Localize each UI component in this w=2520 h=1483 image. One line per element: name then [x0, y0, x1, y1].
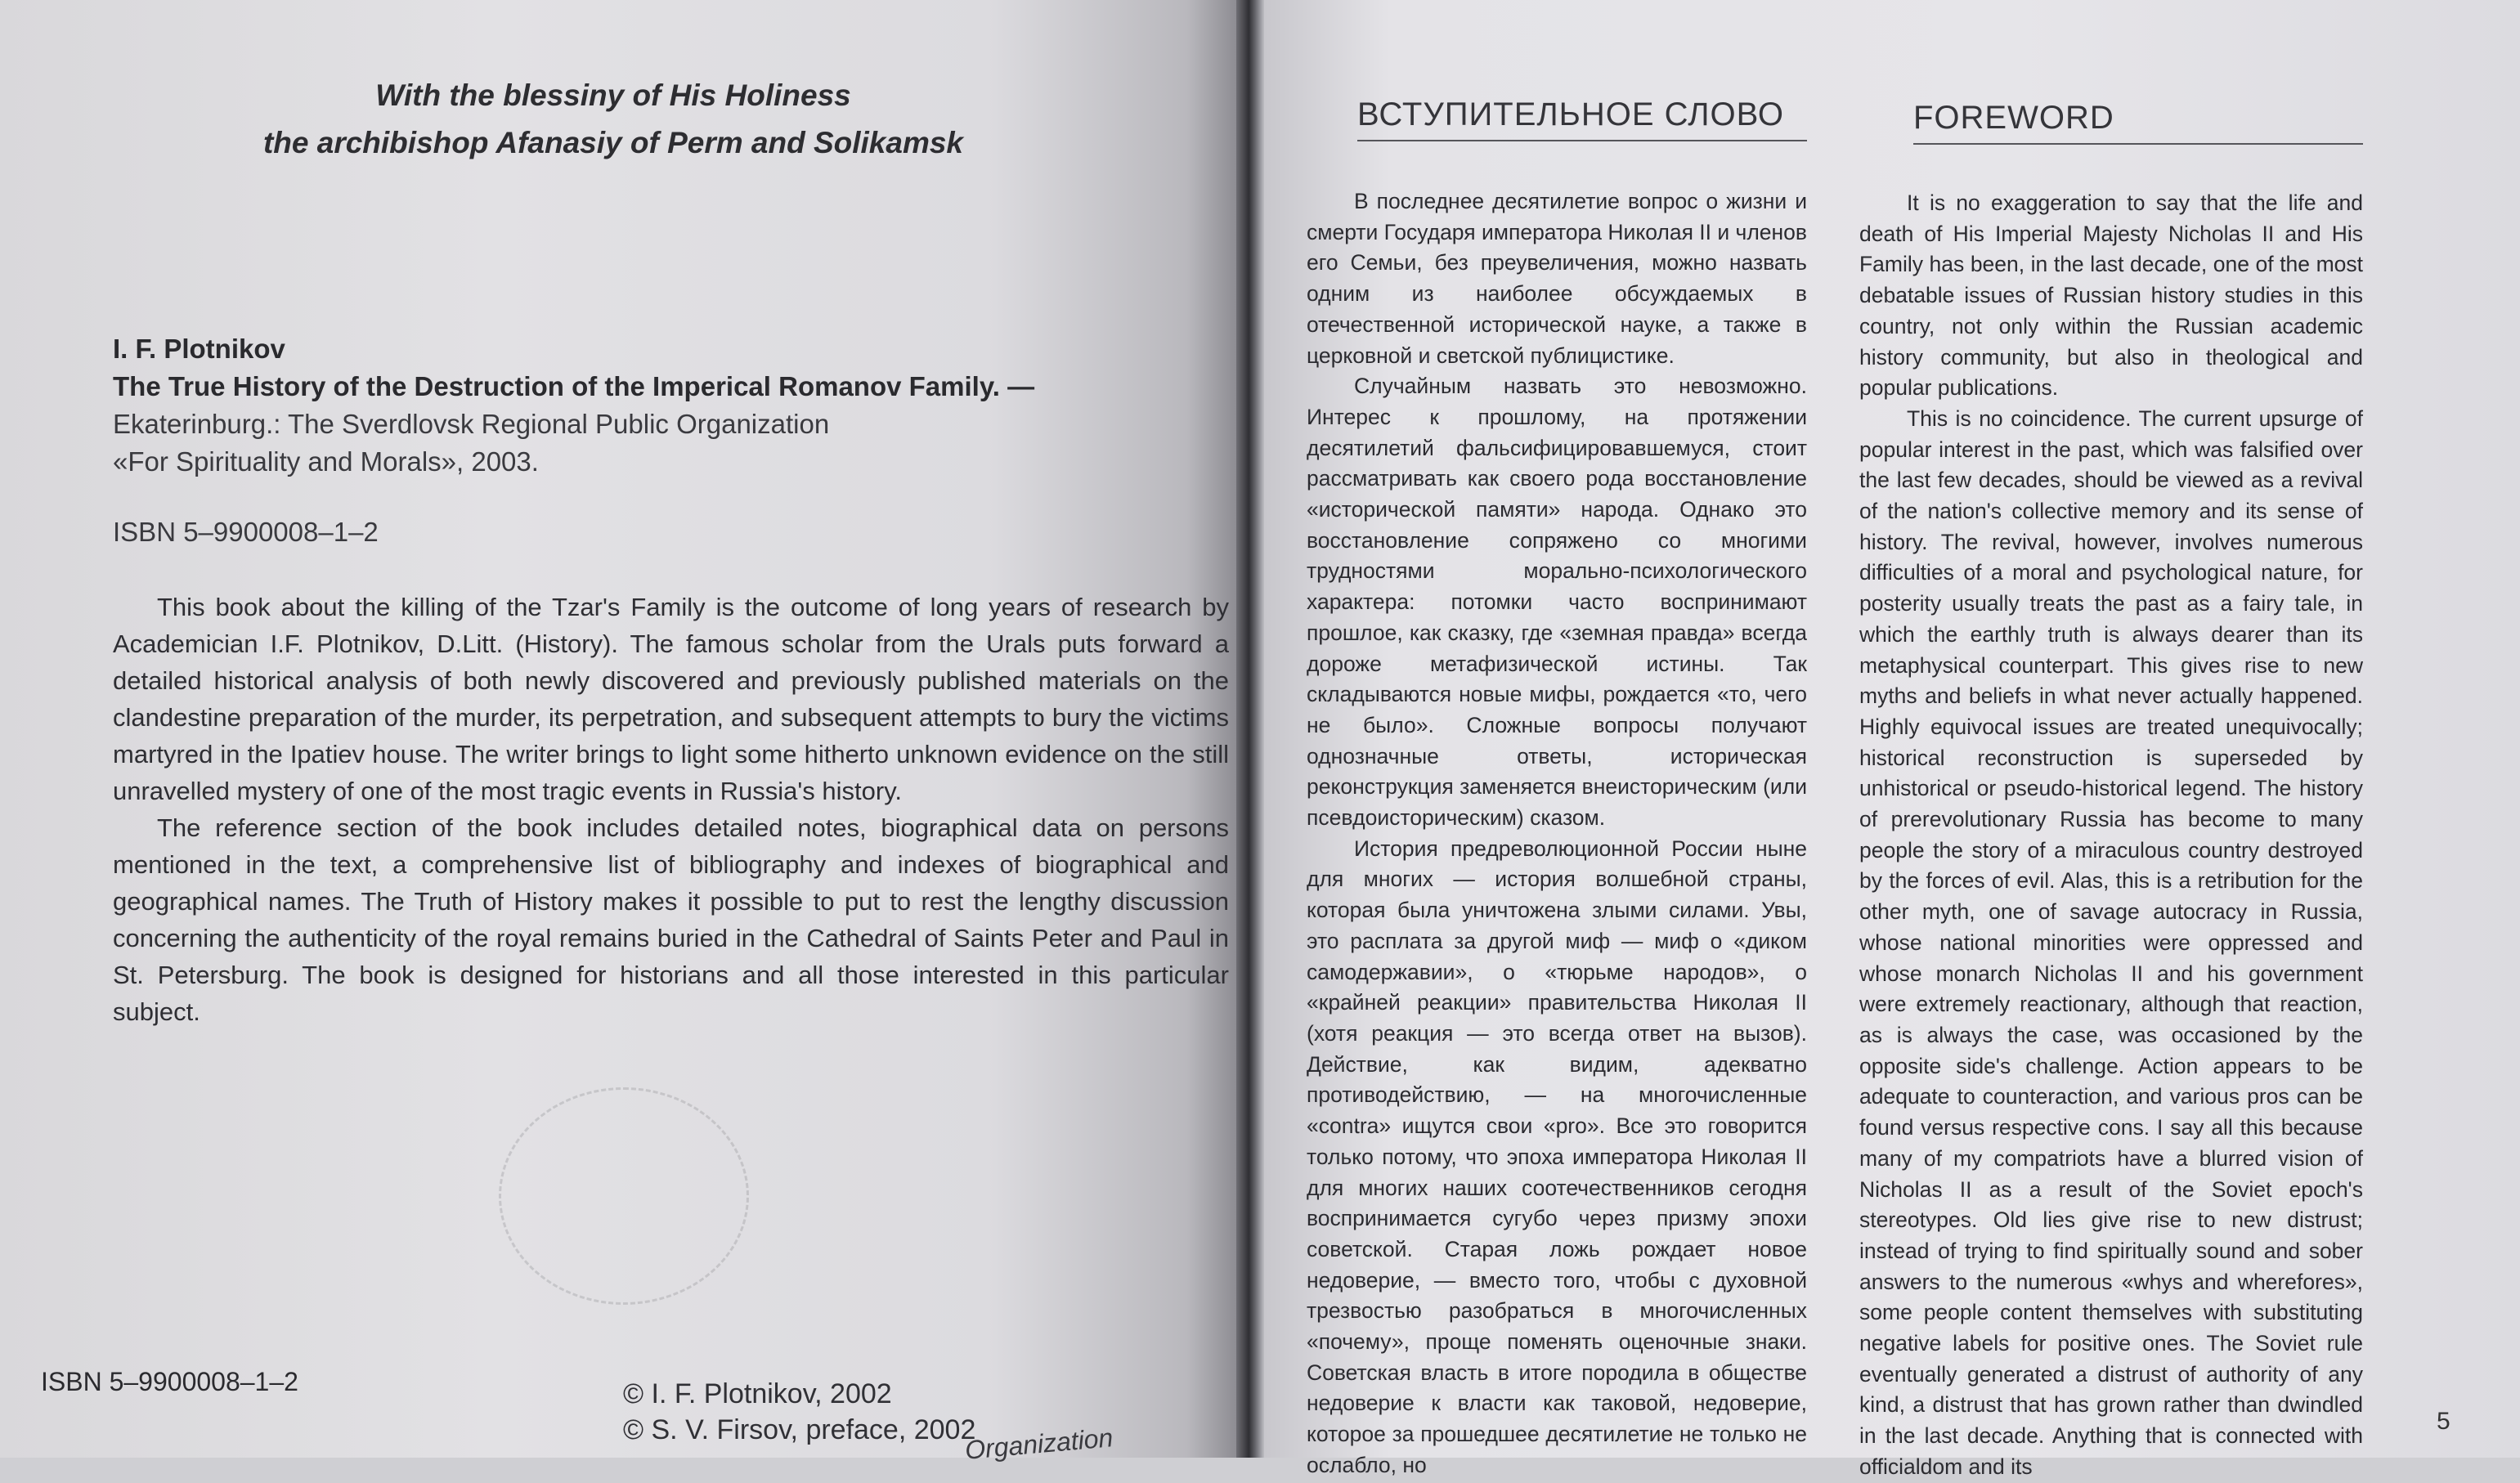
book-gutter [1236, 0, 1264, 1458]
annotation-text [113, 589, 1229, 1030]
left-page [0, 0, 1236, 1465]
english-paragraph-1: It is no exaggeration to say that the life and death of His Imperial Majesty Nicholas II and His Family has been, in the last decade, one of the most debatable issues of Russian history studies in this country, not only within the Russian academic history community, but also in theological and popular publications. [1859, 190, 2363, 401]
copyright-firsov: © S. V. Firsov, preface, 2002 [623, 1414, 976, 1445]
blessing-line-1: With the blessiny of His Holiness [375, 78, 851, 112]
english-heading: FOREWORD [1913, 100, 2363, 145]
isbn-bottom: ISBN 5–9900008–1–2 [41, 1367, 298, 1396]
publisher-line-2: «For Spirituality and Morals», 2003. [113, 446, 539, 477]
annotation-paragraph-2: The reference section of the book includes detailed notes, biographical data on persons mentioned in the text, a comprehensive list of bibliography and indexes of biographical and geographical names. The Truth of History makes it possible to put to rest the lengthy discussion concerning the authenticity of the royal remains buried in the Cathedral of Saints Peter and Paul in St. Petersburg. The book is designed for historians and all those interested in this particular subject. [113, 813, 1229, 1026]
annotation-paragraph-1: This book about the killing of the Tzar's Family is the outcome of long years of research by Academician I.F. Plotnikov, D.Litt. (History). The famous scholar from the Urals puts forward a detailed historical analysis of both newly discovered and previously published materials on the clandestine preparation of the murder, its perpetration, and subsequent attempts to bury the victims martyred in the Ipatiev house. The writer brings to light some hitherto unknown evidence on the still unravelled mystery of one of the most tragic events in Russia's history. [113, 593, 1229, 805]
russian-column [1307, 186, 1807, 1481]
page-number: 5 [2437, 1408, 2450, 1435]
copyright-plotnikov: © I. F. Plotnikov, 2002 [623, 1378, 892, 1409]
book-title: The True History of the Destruction of the Imperical Romanov Family. — [113, 371, 1035, 401]
russian-paragraph-2: Случайным назвать это невозможно. Интерес к прошлому, на протяжении десятилетий фальсифицировавшемуся, стоит рассматривать как своего рода восстановление «исторической памяти» народа. Однако это восстановление сопряжено со многими трудностями морально-психологического характера: потомки часто воспринимают прошлое, как сказку, где «земная правда» всегда дороже метафизической истины. Так складываются новые мифы, рождается «то, чего не было». Сложные вопросы получают однозначные ответы, историческая реконструкция заменяется внеисторическим (или псевдоисторическим) сказом. [1307, 374, 1807, 831]
russian-paragraph-1: В последнее десятилетие вопрос о жизни и смерти Государя императора Николая II и членов его Семьи, без преувеличения, можно назвать одним из наиболее обсуждаемых в отечественной исторической науке, а также в церковной и светской публицистике. [1307, 189, 1807, 368]
blessing-block [204, 72, 1022, 167]
english-column [1859, 188, 2363, 1483]
russian-heading: ВСТУПИТЕЛЬНОЕ СЛОВО [1357, 96, 1807, 141]
english-paragraph-2: This is no coincidence. The current upsurge of popular interest in the past, which was falsified over the last few decades, should be viewed as a revival of the nation's collective memory and its sense of history. The revival, however, involves numerous difficulties of a moral and psychological nature, for posterity usually treats the past as a fairy tale, in which the earthly truth is always dearer than its metaphysical counterpart. This gives rise to new myths and beliefs in what never actually happened. Highly equivocal issues are treated unequivocally; historical reconstruction is superseded by unhistorical or pseudo-historical legend. The history of prerevolutionary Russia has become to many people the story of a miraculous country destroyed by the forces of evil. Alas, this is a retribution for the other myth, one of savage autocracy in Russia, whose national minorities were oppressed and whose monarch Nicholas II and his government were extremely reactionary, although that reaction, as is always the case, was occasioned by the opposite side's challenge. Action appears to be adequate to counteraction, and various pros can be found versus respective cons. I say all this because many of my compatriots have a blurred vision of Nicholas II as a result of the Soviet epoch's stereotypes. Old lies give rise to new distrust; instead of trying to find spiritually sound and sober answers to the numerous «whys and wherefores», some people content themselves with substituting negative labels for positive ones. The Soviet rule eventually generated a distrust of authority of any kind, a distrust that has grown rather than dwindled in the last decade. Anything that is connected with officialdom and its [1859, 405, 2363, 1479]
copyright-organization-fragment: Organization [963, 1423, 1114, 1465]
watermark-seal [499, 1087, 749, 1305]
book-author: I. F. Plotnikov [113, 334, 285, 364]
russian-paragraph-3: История предреволюционной России ныне для многих — история волшебной страны, которая была уничтожена злыми силами. Увы, это расплата за другой миф — миф о «диком самодержавии», о «тюрьме народов», о «крайней реакции» правительства Николая II (хотя реакция — это всегда ответ на вызов). Действие, как видим, адекватно противодействию, — на многочисленные «contra» ищутся свои «pro». Все это говорится только потому, что эпоха императора Николая II для многих наших соотечественников сегодня воспринимается сугубо через призму эпохи советской. Старая ложь рождает новое недоверие, — вместо того, чтобы с духовной трезвостью разобраться в многочисленных «почему», проще поменять оценочные знаки. Советская власть в итоге породила в обществе недоверие к власти как таковой, недоверие, которое за прошедшее десятилетие не только не ослабло, но [1307, 836, 1807, 1477]
isbn-top: ISBN 5–9900008–1–2 [113, 517, 379, 547]
right-page [1264, 0, 2520, 1479]
blessing-line-2: the archibishop Afanasiy of Perm and Solikamsk [262, 126, 964, 159]
publisher-line-1: Ekaterinburg.: The Sverdlovsk Regional Public Organization [113, 409, 830, 439]
